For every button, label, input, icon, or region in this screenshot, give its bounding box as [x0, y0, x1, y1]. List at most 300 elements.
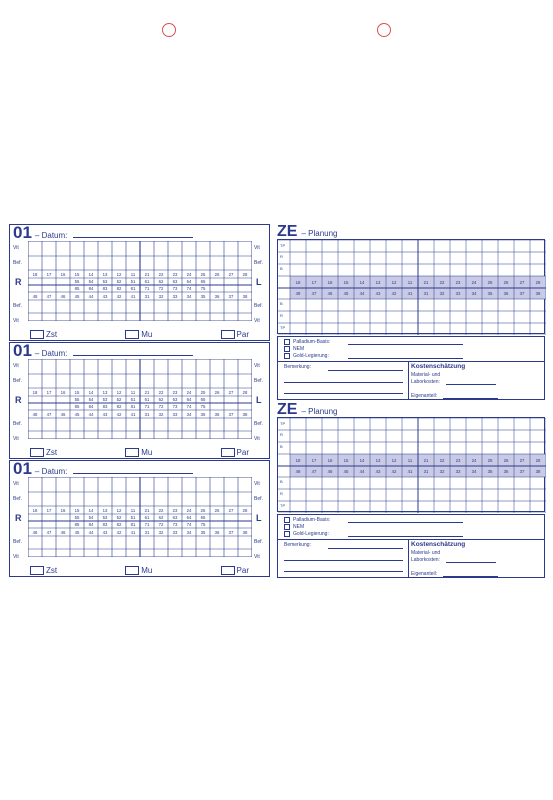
milk-tooth-number: 52	[116, 515, 122, 520]
milk-tooth-number: 61	[144, 279, 150, 284]
ze-details-box	[277, 336, 545, 400]
tooth-number: 26	[214, 390, 220, 395]
checkbox-mu[interactable]	[125, 329, 152, 339]
row-label-bef-bottom: Bef.	[13, 303, 22, 309]
checkbox-label: Par	[236, 447, 249, 457]
checkbox-zst[interactable]	[30, 447, 57, 457]
tooth-number: 13	[102, 272, 108, 277]
bemerkung-line[interactable]	[284, 571, 403, 572]
ze-tooth-number: 37	[519, 469, 525, 474]
checkbox-label: Zst	[46, 447, 58, 457]
milk-tooth-number: 52	[116, 397, 122, 402]
milk-tooth-number: 82	[116, 522, 122, 527]
milk-tooth-number: 63	[172, 279, 178, 284]
datum-line[interactable]	[73, 473, 193, 474]
ze-tooth-number: 45	[343, 291, 349, 296]
checkbox-label: Par	[236, 329, 249, 339]
tooth-number: 13	[102, 390, 108, 395]
side-label-left: L	[256, 395, 262, 405]
tooth-number: 13	[102, 508, 108, 513]
milk-tooth-number: 53	[102, 397, 108, 402]
tooth-number: 37	[228, 294, 234, 299]
milk-tooth-number: 82	[116, 286, 122, 291]
ze-tooth-number: 22	[439, 458, 445, 463]
milk-tooth-number: 51	[130, 515, 136, 520]
tooth-card-1	[9, 224, 270, 341]
option-label: NEM	[293, 524, 305, 530]
ze-tooth-number: 25	[487, 280, 493, 285]
tooth-number: 16	[60, 508, 66, 513]
ze-tooth-number: 42	[391, 291, 397, 296]
ze-tooth-number: 35	[487, 469, 493, 474]
tooth-number: 17	[46, 508, 52, 513]
ze-row-b-top: B	[280, 444, 283, 449]
milk-tooth-number: 83	[102, 286, 108, 291]
option-line[interactable]	[348, 358, 463, 359]
milk-tooth-number: 84	[88, 522, 94, 527]
tooth-number: 37	[228, 530, 234, 535]
option-palladium[interactable]	[284, 517, 330, 523]
checkbox-box[interactable]	[30, 330, 44, 339]
milk-tooth-number: 81	[130, 286, 136, 291]
milk-tooth-number: 81	[130, 522, 136, 527]
eigenanteil-label: Eigenanteil:	[411, 393, 438, 399]
checkbox-label: Mu	[141, 565, 153, 575]
ze-tooth-number: 42	[391, 469, 397, 474]
card-header	[13, 224, 193, 242]
checkbox-box[interactable]	[125, 330, 139, 339]
option-checkbox[interactable]	[284, 524, 290, 530]
tooth-number: 33	[172, 530, 178, 535]
milk-tooth-number: 82	[116, 404, 122, 409]
tooth-number: 12	[116, 272, 122, 277]
datum-line[interactable]	[73, 237, 193, 238]
datum-label: – Datum:	[34, 467, 68, 476]
tooth-number: 23	[172, 272, 178, 277]
row-label-bef-bottom-right: Bef.	[254, 421, 263, 427]
tooth-number: 15	[74, 390, 80, 395]
tooth-number: 36	[214, 530, 220, 535]
ze-tooth-number: 47	[311, 291, 317, 296]
tooth-number: 14	[88, 390, 94, 395]
bemerkung-line[interactable]	[284, 382, 403, 383]
option-checkbox[interactable]	[284, 531, 290, 537]
tooth-number: 44	[88, 412, 94, 417]
tooth-number: 28	[242, 390, 248, 395]
ze-tooth-number: 32	[439, 469, 445, 474]
row-label-vit-top: Vit	[13, 481, 19, 487]
bemerkung-line[interactable]	[328, 370, 403, 371]
ze-row-b-top: B	[280, 266, 283, 271]
milk-tooth-number: 53	[102, 515, 108, 520]
milk-tooth-number: 55	[74, 397, 80, 402]
ze-tooth-number: 11	[407, 280, 413, 285]
milk-tooth-number: 52	[116, 279, 122, 284]
tooth-number: 37	[228, 412, 234, 417]
tooth-number: 45	[74, 530, 80, 535]
tooth-number: 24	[186, 272, 192, 277]
material-label: Material- und	[411, 550, 441, 556]
tooth-number: 32	[158, 294, 164, 299]
ze-tooth-number: 28	[535, 280, 541, 285]
ze-tooth-number: 36	[503, 469, 509, 474]
option-nem[interactable]	[284, 524, 304, 530]
ze-header	[277, 402, 545, 417]
milk-tooth-number: 62	[158, 397, 164, 402]
milk-tooth-number: 53	[102, 279, 108, 284]
tooth-number: 43	[102, 412, 108, 417]
tooth-number: 27	[228, 390, 234, 395]
ze-tooth-number: 48	[295, 291, 301, 296]
material-label: Material- und	[411, 372, 441, 378]
bemerkung-label: Bemerkung:	[284, 542, 311, 548]
milk-tooth-number: 74	[186, 404, 192, 409]
ze-row-r-top: R	[280, 254, 283, 259]
milk-tooth-number: 83	[102, 404, 108, 409]
tooth-number: 34	[186, 412, 192, 417]
side-label-right: R	[15, 277, 22, 287]
tooth-number: 15	[74, 508, 80, 513]
tooth-number: 33	[172, 412, 178, 417]
eigenanteil-line[interactable]	[443, 398, 498, 399]
ze-tooth-number: 13	[375, 458, 381, 463]
ze-tooth-number: 14	[359, 458, 365, 463]
tooth-number: 36	[214, 412, 220, 417]
ze-tooth-number: 44	[359, 291, 365, 296]
kostenschaetzung-title: Kostenschätzung	[411, 541, 466, 548]
ze-tooth-number: 16	[327, 280, 333, 285]
row-label-bef-top-right: Bef.	[254, 260, 263, 266]
tooth-number: 25	[200, 508, 206, 513]
ze-row-tp-top: TP	[280, 243, 286, 248]
tooth-number: 22	[158, 508, 164, 513]
row-label-vit-top-right: Vit	[254, 481, 260, 487]
row-label-bef-bottom-right: Bef.	[254, 539, 263, 545]
ze-tooth-number: 41	[407, 469, 413, 474]
ze-tooth-number: 23	[455, 280, 461, 285]
milk-tooth-number: 72	[158, 404, 164, 409]
ze-subtitle: – Planung	[301, 407, 338, 416]
tooth-grid[interactable]	[28, 241, 252, 321]
option-nem[interactable]	[284, 346, 304, 352]
ze-tooth-number: 16	[327, 458, 333, 463]
row-label-bef-top-right: Bef.	[254, 496, 263, 502]
checkbox-mu[interactable]	[125, 565, 152, 575]
datum-line[interactable]	[73, 355, 193, 356]
tooth-number: 47	[46, 530, 52, 535]
ze-tooth-number: 44	[359, 469, 365, 474]
ze-tooth-number: 14	[359, 280, 365, 285]
tooth-number: 27	[228, 272, 234, 277]
option-line[interactable]	[348, 536, 463, 537]
option-checkbox[interactable]	[284, 339, 290, 345]
ze-tooth-number: 47	[311, 469, 317, 474]
tooth-number: 31	[144, 412, 150, 417]
ze-tooth-number: 21	[423, 280, 429, 285]
ze-row-r-bottom: R	[280, 313, 283, 318]
checkbox-box[interactable]	[125, 566, 139, 575]
ze-row-r-bottom: R	[280, 491, 283, 496]
milk-tooth-number: 64	[186, 279, 192, 284]
option-gold[interactable]	[284, 531, 329, 537]
row-label-bef-top: Bef.	[13, 260, 22, 266]
tooth-number: 16	[60, 272, 66, 277]
tooth-number: 14	[88, 508, 94, 513]
ze-tooth-number: 13	[375, 280, 381, 285]
tooth-number: 21	[144, 508, 150, 513]
milk-tooth-number: 51	[130, 279, 136, 284]
datum-label: – Datum:	[34, 231, 68, 240]
checkbox-row	[30, 329, 249, 339]
bemerkung-label: Bemerkung:	[284, 364, 311, 370]
milk-tooth-number: 75	[200, 286, 206, 291]
ze-tooth-number: 21	[423, 458, 429, 463]
checkbox-box[interactable]	[221, 330, 235, 339]
milk-tooth-number: 65	[200, 279, 206, 284]
checkbox-zst[interactable]	[30, 565, 57, 575]
tooth-number: 21	[144, 272, 150, 277]
row-label-vit-bottom: Vit	[13, 436, 19, 442]
option-palladium[interactable]	[284, 339, 330, 345]
row-label-vit-top: Vit	[13, 363, 19, 369]
milk-tooth-number: 72	[158, 522, 164, 527]
milk-tooth-number: 75	[200, 404, 206, 409]
milk-tooth-number: 61	[144, 397, 150, 402]
side-label-left: L	[256, 513, 262, 523]
ze-tooth-number: 41	[407, 291, 413, 296]
option-label: Palladium-Basis:	[293, 517, 331, 523]
ze-tooth-number: 15	[343, 458, 349, 463]
checkbox-par[interactable]	[221, 329, 249, 339]
details-vertical-divider	[408, 539, 409, 577]
eigenanteil-label: Eigenanteil:	[411, 571, 438, 577]
ze-tooth-number: 43	[375, 469, 381, 474]
details-divider	[278, 361, 544, 362]
ze-tooth-number: 27	[519, 280, 525, 285]
ze-tooth-number: 45	[343, 469, 349, 474]
tooth-number: 38	[242, 294, 248, 299]
tooth-number: 43	[102, 530, 108, 535]
ze-planung-form-2	[277, 401, 545, 577]
bemerkung-line[interactable]	[328, 548, 403, 549]
tooth-number: 11	[130, 390, 136, 395]
ze-tooth-number: 32	[439, 291, 445, 296]
checkbox-mu[interactable]	[125, 447, 152, 457]
checkbox-zst[interactable]	[30, 329, 57, 339]
tooth-number: 22	[158, 390, 164, 395]
option-checkbox[interactable]	[284, 346, 290, 352]
ze-tooth-number: 18	[295, 458, 301, 463]
tooth-number: 48	[32, 530, 38, 535]
tooth-number: 31	[144, 294, 150, 299]
card-header	[13, 460, 193, 478]
ze-tooth-grid[interactable]	[277, 239, 545, 334]
tooth-number: 31	[144, 530, 150, 535]
tooth-number: 46	[60, 412, 66, 417]
milk-tooth-number: 74	[186, 286, 192, 291]
checkbox-row	[30, 447, 249, 457]
card-number: 01	[13, 223, 32, 242]
tooth-grid[interactable]	[28, 359, 252, 439]
checkbox-label: Par	[236, 565, 249, 575]
card-number: 01	[13, 341, 32, 360]
ze-tooth-number: 12	[391, 280, 397, 285]
row-label-bef-top: Bef.	[13, 378, 22, 384]
ze-tooth-number: 15	[343, 280, 349, 285]
milk-tooth-number: 73	[172, 286, 178, 291]
milk-tooth-number: 73	[172, 404, 178, 409]
milk-tooth-number: 71	[144, 522, 150, 527]
tooth-card-3	[9, 460, 270, 577]
milk-tooth-number: 65	[200, 397, 206, 402]
details-vertical-divider	[408, 361, 409, 399]
tooth-number: 14	[88, 272, 94, 277]
milk-tooth-number: 71	[144, 404, 150, 409]
tooth-number: 35	[200, 412, 206, 417]
row-label-bef-top: Bef.	[13, 496, 22, 502]
row-label-bef-top-right: Bef.	[254, 378, 263, 384]
ze-row-b-bottom: B	[280, 301, 283, 306]
checkbox-par[interactable]	[221, 565, 249, 575]
row-label-vit-bottom-right: Vit	[254, 318, 260, 324]
milk-tooth-number: 71	[144, 286, 150, 291]
labor-label: Laborkosten:	[411, 379, 440, 385]
milk-tooth-number: 85	[74, 522, 80, 527]
option-checkbox[interactable]	[284, 353, 290, 359]
ze-planung-form-1	[277, 223, 545, 399]
tooth-number: 41	[130, 294, 136, 299]
milk-tooth-number: 54	[88, 515, 94, 520]
row-label-vit-bottom-right: Vit	[254, 554, 260, 560]
ze-tooth-number: 37	[519, 291, 525, 296]
checkbox-label: Zst	[46, 565, 58, 575]
tooth-grid[interactable]	[28, 477, 252, 557]
milk-tooth-number: 81	[130, 404, 136, 409]
ze-tooth-number: 38	[535, 469, 541, 474]
ze-tooth-number: 17	[311, 280, 317, 285]
option-checkbox[interactable]	[284, 517, 290, 523]
tooth-number: 46	[60, 530, 66, 535]
option-gold[interactable]	[284, 353, 329, 359]
milk-tooth-number: 64	[186, 515, 192, 520]
ze-tooth-number: 43	[375, 291, 381, 296]
checkbox-row	[30, 565, 249, 575]
bemerkung-line[interactable]	[284, 560, 403, 561]
ze-tooth-number: 18	[295, 280, 301, 285]
ze-tooth-number: 31	[423, 291, 429, 296]
punch-hole-left	[162, 23, 176, 37]
ze-tooth-number: 27	[519, 458, 525, 463]
tooth-number: 24	[186, 508, 192, 513]
tooth-number: 23	[172, 508, 178, 513]
checkbox-box[interactable]	[221, 448, 235, 457]
labor-label: Laborkosten:	[411, 557, 440, 563]
milk-tooth-number: 72	[158, 286, 164, 291]
row-label-bef-bottom: Bef.	[13, 539, 22, 545]
datum-label: – Datum:	[34, 349, 68, 358]
tooth-number: 46	[60, 294, 66, 299]
labor-line[interactable]	[446, 384, 496, 385]
option-label: Gold-Legierung:	[293, 353, 329, 359]
ze-tooth-number: 24	[471, 280, 477, 285]
ze-subtitle: – Planung	[301, 229, 338, 238]
option-line[interactable]	[348, 344, 463, 345]
ze-tooth-number: 25	[487, 458, 493, 463]
milk-tooth-number: 54	[88, 397, 94, 402]
tooth-number: 42	[116, 294, 122, 299]
tooth-number: 21	[144, 390, 150, 395]
tooth-card-2	[9, 342, 270, 459]
tooth-number: 27	[228, 508, 234, 513]
tooth-number: 36	[214, 294, 220, 299]
ze-grid-svg[interactable]	[278, 240, 546, 335]
ze-grid-svg[interactable]	[278, 418, 546, 513]
tooth-number: 43	[102, 294, 108, 299]
labor-line[interactable]	[446, 562, 496, 563]
bemerkung-line[interactable]	[284, 393, 403, 394]
ze-tooth-grid[interactable]	[277, 417, 545, 512]
ze-title: ZE	[277, 401, 298, 418]
row-label-bef-bottom-right: Bef.	[254, 303, 263, 309]
checkbox-box[interactable]	[30, 448, 44, 457]
option-line[interactable]	[348, 522, 463, 523]
checkbox-box[interactable]	[125, 448, 139, 457]
tooth-number: 26	[214, 508, 220, 513]
tooth-number: 28	[242, 508, 248, 513]
ze-tooth-number: 28	[535, 458, 541, 463]
row-label-vit-bottom: Vit	[13, 554, 19, 560]
row-label-vit-top-right: Vit	[254, 363, 260, 369]
tooth-number: 33	[172, 294, 178, 299]
milk-tooth-number: 63	[172, 397, 178, 402]
milk-tooth-number: 54	[88, 279, 94, 284]
tooth-number: 17	[46, 272, 52, 277]
tooth-number: 24	[186, 390, 192, 395]
tooth-number: 25	[200, 390, 206, 395]
side-label-right: R	[15, 513, 22, 523]
row-label-vit-top-right: Vit	[254, 245, 260, 251]
ze-tooth-number: 26	[503, 280, 509, 285]
milk-tooth-number: 73	[172, 522, 178, 527]
ze-tooth-number: 34	[471, 291, 477, 296]
tooth-number: 42	[116, 412, 122, 417]
milk-tooth-number: 84	[88, 404, 94, 409]
card-header	[13, 342, 193, 360]
tooth-number: 11	[130, 508, 136, 513]
tooth-number: 44	[88, 530, 94, 535]
milk-tooth-number: 85	[74, 286, 80, 291]
tooth-number: 48	[32, 412, 38, 417]
milk-tooth-number: 63	[172, 515, 178, 520]
tooth-number: 15	[74, 272, 80, 277]
ze-tooth-number: 48	[295, 469, 301, 474]
checkbox-par[interactable]	[221, 447, 249, 457]
tooth-number: 44	[88, 294, 94, 299]
option-label: Palladium-Basis:	[293, 339, 331, 345]
eigenanteil-line[interactable]	[443, 576, 498, 577]
tooth-number: 32	[158, 530, 164, 535]
ze-tooth-number: 46	[327, 291, 333, 296]
card-number: 01	[13, 459, 32, 478]
tooth-number: 42	[116, 530, 122, 535]
ze-row-r-top: R	[280, 432, 283, 437]
tooth-number: 18	[32, 390, 38, 395]
milk-tooth-number: 85	[74, 404, 80, 409]
milk-tooth-number: 74	[186, 522, 192, 527]
milk-tooth-number: 62	[158, 279, 164, 284]
checkbox-box[interactable]	[30, 566, 44, 575]
checkbox-box[interactable]	[221, 566, 235, 575]
